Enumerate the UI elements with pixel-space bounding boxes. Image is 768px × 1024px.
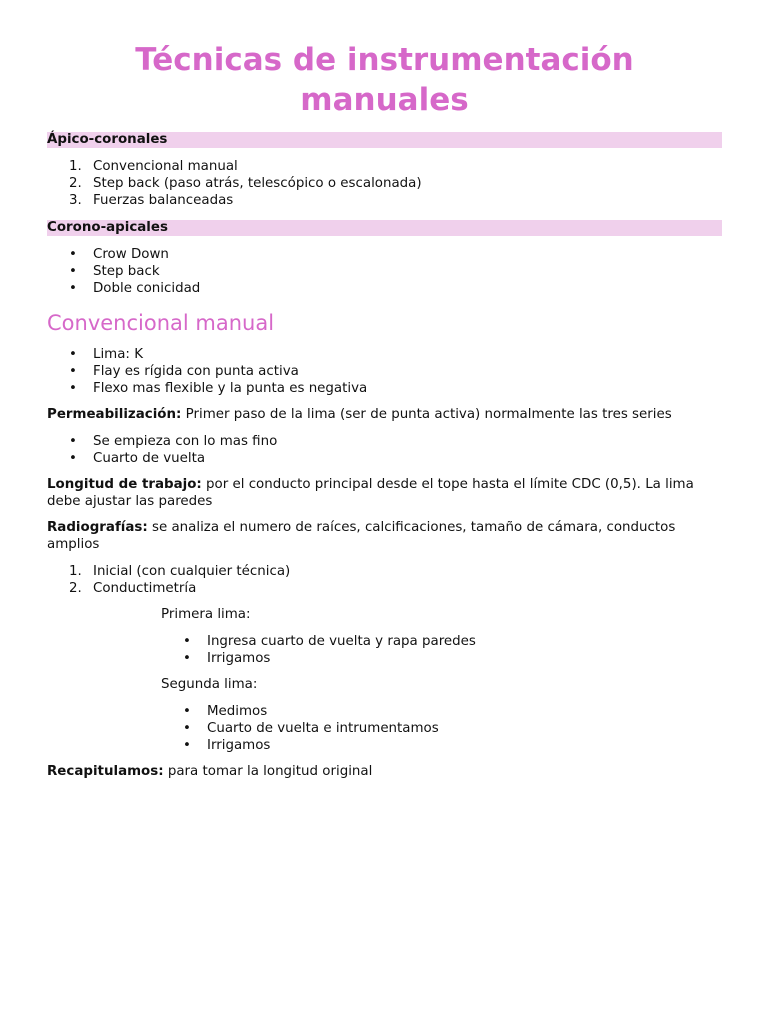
primera-lima-block bbox=[161, 606, 722, 667]
permeabilizacion-label: Permeabilización: bbox=[47, 407, 182, 422]
list-item bbox=[47, 175, 722, 192]
list-item-text: Convencional manual bbox=[93, 159, 238, 174]
list-item bbox=[161, 633, 722, 650]
list-item bbox=[161, 703, 722, 720]
list-item-text: Lima: K bbox=[93, 347, 143, 362]
bullet-icon: • bbox=[69, 364, 77, 379]
list-item bbox=[47, 563, 722, 580]
list-item bbox=[47, 380, 722, 397]
recapitulamos-label: Recapitulamos: bbox=[47, 764, 164, 779]
segunda-lima-label: Segunda lima: bbox=[161, 677, 258, 692]
list-number: 2. bbox=[69, 176, 82, 191]
list-number: 1. bbox=[69, 564, 82, 579]
list-item-text: Doble conicidad bbox=[93, 281, 201, 296]
list-item-text: Irrigamos bbox=[207, 651, 271, 666]
list-item bbox=[47, 158, 722, 175]
bullet-icon: • bbox=[69, 281, 77, 296]
list-item-text: Flay es rígida con punta activa bbox=[93, 364, 299, 379]
longitud-text: por el conducto principal desde el tope hasta el límite CDC (0,5). La lima debe ajustar las paredes bbox=[47, 477, 694, 509]
primera-lima-label: Primera lima: bbox=[161, 607, 251, 622]
document-content bbox=[47, 40, 722, 780]
list-item bbox=[47, 363, 722, 380]
longitud-label: Longitud de trabajo: bbox=[47, 477, 202, 492]
bullet-icon: • bbox=[183, 738, 191, 753]
recapitulamos-paragraph bbox=[47, 763, 722, 780]
list-item-text: Flexo mas flexible y la punta es negativa bbox=[93, 381, 368, 396]
corono-apicales-list bbox=[47, 246, 722, 297]
list-item-text: Se empieza con lo mas fino bbox=[93, 434, 278, 449]
section-heading-apico-coronales: Ápico-coronales bbox=[47, 132, 722, 148]
bullet-icon: • bbox=[69, 347, 77, 362]
list-item-text: Crow Down bbox=[93, 247, 169, 262]
bullet-icon: • bbox=[183, 634, 191, 649]
list-item-text: Cuarto de vuelta e intrumentamos bbox=[207, 721, 439, 736]
radiografias-list bbox=[47, 563, 722, 597]
segunda-lima-block bbox=[161, 676, 722, 754]
list-item-text: Fuerzas balanceadas bbox=[93, 193, 234, 208]
bullet-icon: • bbox=[69, 451, 77, 466]
longitud-paragraph bbox=[47, 476, 722, 510]
list-number: 1. bbox=[69, 159, 82, 174]
list-item bbox=[47, 580, 722, 597]
list-item bbox=[47, 433, 722, 450]
list-item bbox=[161, 650, 722, 667]
radiografias-paragraph bbox=[47, 519, 722, 553]
bullet-icon: • bbox=[69, 381, 77, 396]
list-item bbox=[47, 450, 722, 467]
list-item bbox=[47, 192, 722, 209]
section-heading-corono-apicales: Corono-apicales bbox=[47, 220, 722, 236]
permeabilizacion-paragraph bbox=[47, 406, 722, 423]
list-item bbox=[161, 720, 722, 737]
list-item bbox=[47, 263, 722, 280]
convencional-list bbox=[47, 346, 722, 397]
primera-lima-list bbox=[161, 633, 722, 667]
list-item-text: Cuarto de vuelta bbox=[93, 451, 206, 466]
radiografias-label: Radiografías: bbox=[47, 520, 148, 535]
bullet-icon: • bbox=[183, 721, 191, 736]
bullet-icon: • bbox=[69, 434, 77, 449]
bullet-icon: • bbox=[183, 704, 191, 719]
list-item-text: Conductimetría bbox=[93, 581, 197, 596]
list-item bbox=[161, 737, 722, 754]
bullet-icon: • bbox=[69, 247, 77, 262]
permeabilizacion-text: Primer paso de la lima (ser de punta activa) normalmente las tres series bbox=[181, 407, 672, 422]
list-item-text: Irrigamos bbox=[207, 738, 271, 753]
segunda-lima-list bbox=[161, 703, 722, 754]
heading-convencional-manual: Convencional manual bbox=[47, 311, 275, 335]
list-item-text: Step back bbox=[93, 264, 160, 279]
list-item-text: Inicial (con cualquier técnica) bbox=[93, 564, 291, 579]
page-title: Técnicas de instrumentación manuales bbox=[135, 42, 634, 118]
recapitulamos-text: para tomar la longitud original bbox=[163, 764, 373, 779]
list-number: 2. bbox=[69, 581, 82, 596]
bullet-icon: • bbox=[69, 264, 77, 279]
radiografias-text: se analiza el numero de raíces, calcificaciones, tamaño de cámara, conductos amplios bbox=[47, 520, 676, 552]
apico-coronales-list bbox=[47, 158, 722, 209]
list-item-text: Medimos bbox=[207, 704, 268, 719]
list-item bbox=[47, 246, 722, 263]
list-number: 3. bbox=[69, 193, 82, 208]
list-item bbox=[47, 346, 722, 363]
list-item-text: Step back (paso atrás, telescópico o escalonada) bbox=[93, 176, 422, 191]
list-item-text: Ingresa cuarto de vuelta y rapa paredes bbox=[207, 634, 476, 649]
permeabilizacion-list bbox=[47, 433, 722, 467]
bullet-icon: • bbox=[183, 651, 191, 666]
list-item bbox=[47, 280, 722, 297]
